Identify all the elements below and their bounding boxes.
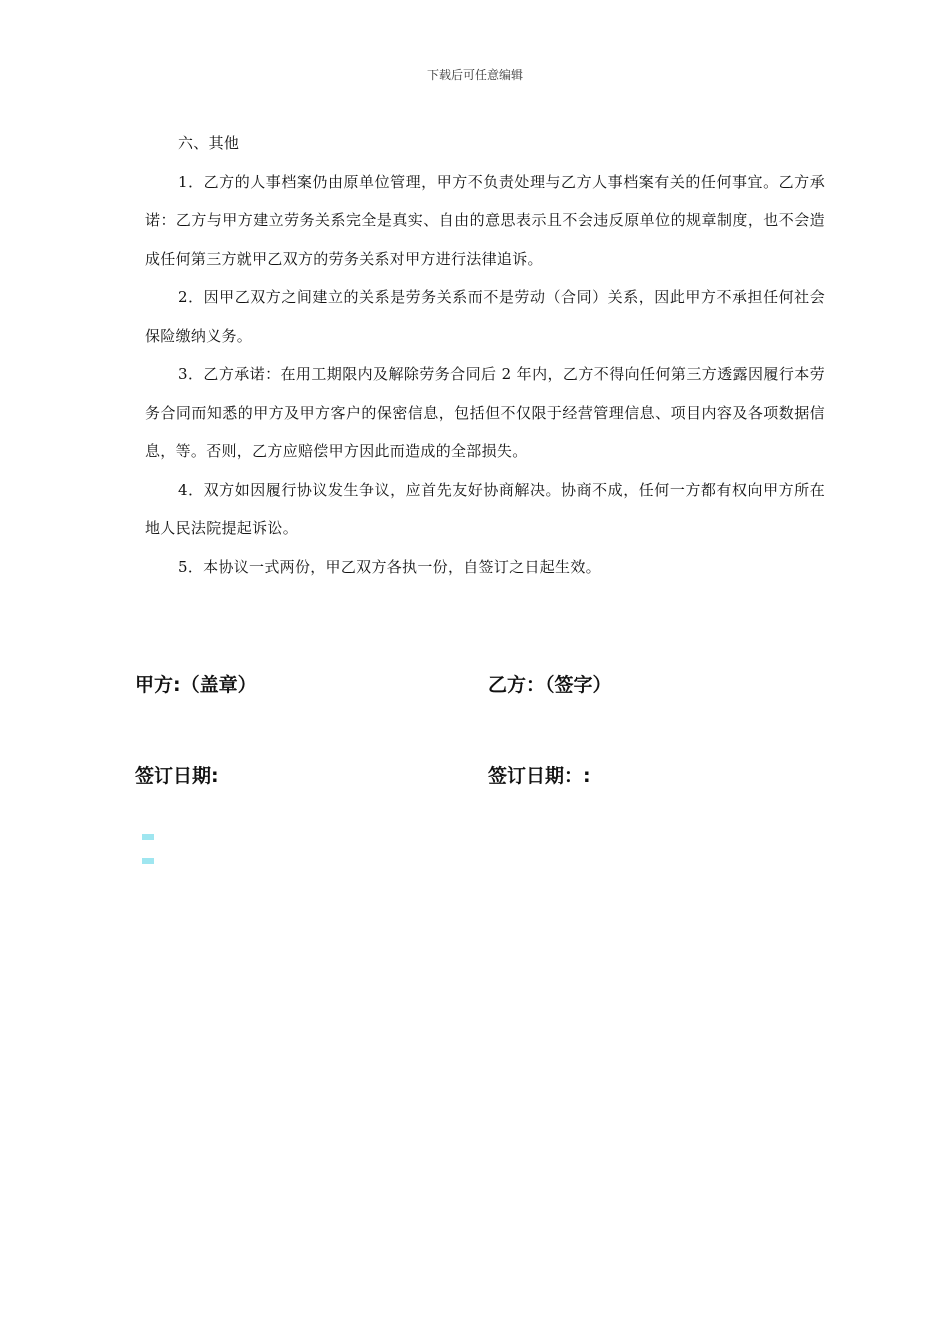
decorative-marker <box>142 834 154 840</box>
clause-1: 1．乙方的人事档案仍由原单位管理，甲方不负责处理与乙方人事档案有关的任何事宜。乙方承诺：乙方与甲方建立劳务关系完全是真实、自由的意思表示且不会违反原单位的规章制度，也不会造成任何第三方就甲乙双方的劳务关系对甲方进行法律追诉。 <box>145 172 825 268</box>
contract-body <box>145 124 825 586</box>
clause-5: 5．本协议一式两份，甲乙双方各执一份，自签订之日起生效。 <box>178 557 601 576</box>
party-b-signature-label: 乙方：（签字） <box>488 674 612 696</box>
section-title: 六、其他 <box>178 134 240 152</box>
clause-4: 4．双方如因履行协议发生争议，应首先友好协商解决。协商不成，任何一方都有权向甲方所在地人民法院提起诉讼。 <box>145 480 825 537</box>
clause-3: 3．乙方承诺：在用工期限内及解除劳务合同后 2 年内，乙方不得向任何第三方透露因履行本劳务合同而知悉的甲方及甲方客户的保密信息，包括但不仅限于经营管理信息、项目内容及各项数据信息，等。否则，乙方应赔偿甲方因此而造成的全部损失。 <box>145 365 825 460</box>
header-note: 下载后可任意编辑 <box>426 68 523 82</box>
decorative-marker <box>142 858 154 864</box>
clause-2: 2．因甲乙双方之间建立的关系是劳务关系而不是劳动（合同）关系，因此甲方不承担任何社会保险缴纳义务。 <box>145 288 825 345</box>
party-a-date-label: 签订日期: <box>135 765 219 787</box>
party-a-seal-label: 甲方:（盖章） <box>135 674 257 696</box>
party-b-date-label: 签订日期：: <box>488 765 591 787</box>
